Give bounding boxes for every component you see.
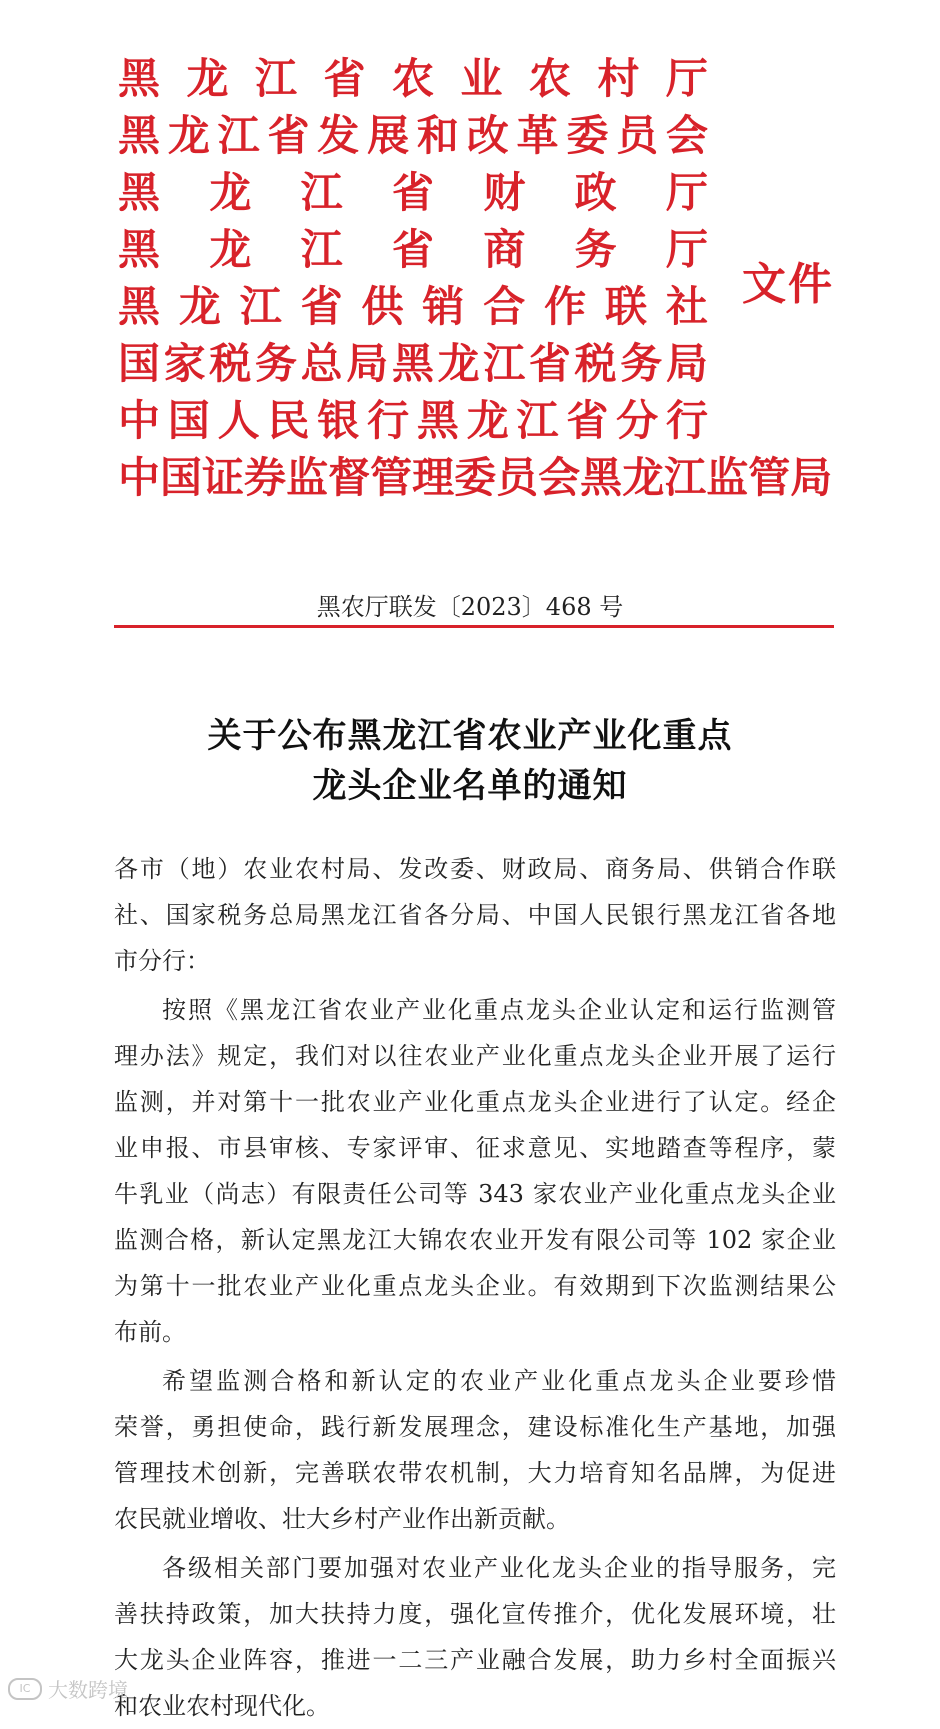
- agency-line: 黑 龙 江 省 供 销 合 作 联 社: [118, 282, 708, 331]
- red-divider-line: [114, 625, 834, 628]
- text-line: 理办法》规定，我们对以往农业产业化重点龙头企业开展了运行: [114, 1042, 836, 1070]
- text-line: 牛乳业（尚志）有限责任公司等 343 家农业产业化重点龙头企业: [114, 1180, 836, 1208]
- paragraph-2: [114, 1358, 836, 1542]
- document-number: 黑农厅联发〔2023〕468 号: [316, 593, 624, 621]
- text-line: 监测，并对第十一批农业产业化重点龙头企业进行了认定。经企: [114, 1088, 836, 1116]
- text-line: 各市（地）农业农村局、发改委、财政局、商务局、供销合作联: [114, 855, 836, 883]
- agency-line: 黑 龙 江 省 农 业 农 村 厅: [118, 54, 708, 103]
- text-line: 和农业农村现代化。: [114, 1692, 330, 1720]
- text-line: 管理技术创新，完善联农带农机制，大力培育知名品牌，为促进: [114, 1459, 836, 1487]
- paragraph-1: [114, 987, 836, 1355]
- watermark: [8, 1674, 128, 1703]
- text-line: 业申报、市县审核、专家评审、征求意见、实地踏查等程序，蒙: [114, 1134, 836, 1162]
- text-line: 布前。: [114, 1318, 186, 1346]
- notice-body: [114, 846, 836, 1729]
- text-line: 按照《黑龙江省农业产业化重点龙头企业认定和运行监测管: [162, 996, 836, 1024]
- text-line: 农民就业增收、壮大乡村产业作出新贡献。: [114, 1505, 570, 1533]
- text-line: 为第十一批农业产业化重点龙头企业。有效期到下次监测结果公: [114, 1272, 836, 1300]
- agency-line: 中 国 人 民 银 行 黑 龙 江 省 分 行: [118, 396, 708, 445]
- agency-line: 中 国 证 券 监 督 管 理 委 员 会 黑 龙 江 监 管 局: [118, 453, 833, 502]
- text-line: 市分行：: [114, 947, 210, 975]
- text-line: 大龙头企业阵容，推进一二三产业融合发展，助力乡村全面振兴: [114, 1646, 836, 1674]
- document-suffix: 文件: [742, 259, 834, 310]
- agency-line: 国 家 税 务 总 局 黑 龙 江 省 税 务 局: [118, 339, 708, 388]
- agency-line: 黑 龙 江 省 发 展 和 改 革 委 员 会: [118, 111, 708, 160]
- text-line: 善扶持政策，加大扶持力度，强化宣传推介，优化发展环境，壮: [114, 1600, 836, 1628]
- text-line: 希望监测合格和新认定的农业产业化重点龙头企业要珍惜: [162, 1367, 836, 1395]
- agency-line: 黑 龙 江 省 商 务 厅: [118, 225, 708, 274]
- notice-title-line-1: 关于公布黑龙江省农业产业化重点: [207, 716, 733, 756]
- text-line: 各级相关部门要加强对农业产业化龙头企业的指导服务，完: [162, 1554, 836, 1582]
- watermark-logo-icon: IC: [8, 1678, 42, 1700]
- salutation: [114, 846, 836, 984]
- text-line: 监测合格，新认定黑龙江大锦农农业开发有限公司等 102 家企业: [114, 1226, 836, 1254]
- agency-line: 黑 龙 江 省 财 政 厅: [118, 168, 708, 217]
- paragraph-3: [114, 1545, 836, 1729]
- watermark-text: 大数跨境: [48, 1678, 128, 1702]
- text-line: 荣誉，勇担使命，践行新发展理念，建设标准化生产基地，加强: [114, 1413, 836, 1441]
- notice-title-line-2: 龙头企业名单的通知: [312, 766, 628, 806]
- text-line: 社、国家税务总局黑龙江省各分局、中国人民银行黑龙江省各地: [114, 901, 836, 929]
